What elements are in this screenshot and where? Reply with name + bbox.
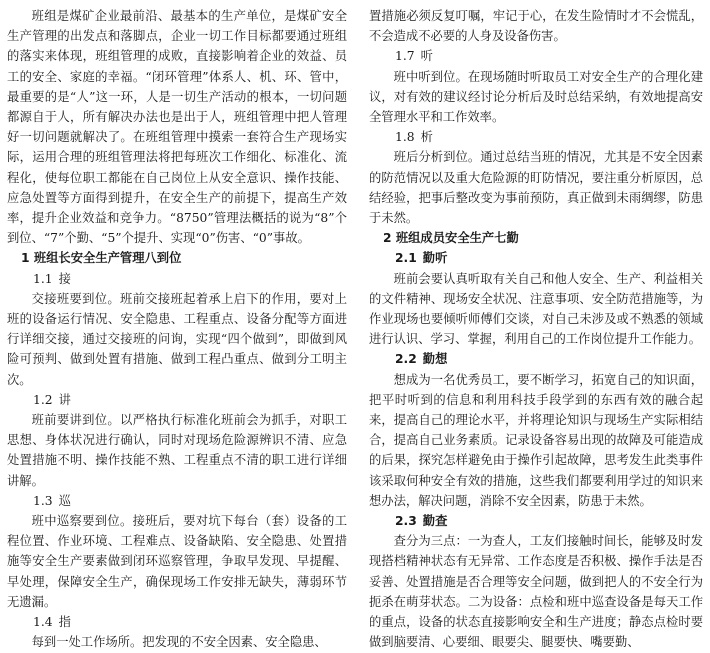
subsection-2-2-text: 想成为一名优秀员工，要不断学习，拓宽自己的知识面，把平时听到的信息和利用科技手段学到的东西有效的融合起来，提高自己的理论水平，并将理论知识与现场生产实际相结合，提高自己业务素质。记录设备容易出现的故障及可能造成的后果，探究怎样避免由于操作引起故障，思考发生此类事件该采取何种安全有效的措施，这些我们都要利用学过的知识来想办法，解决问题，消除不安全因素，防患于未然。 xyxy=(369,372,703,508)
subsection-number: 1.2 xyxy=(33,392,53,407)
subsection-1-4-text: 每到一处工作场所。把发现的不安全因素、安全隐患、 xyxy=(31,635,327,650)
subsection-1-8-heading xyxy=(369,127,703,147)
subsection-2-3-text: 查分为三点：一为查人，工友们接触时间长，能够及时发现搭档精神状态有无异常、工作态度是否积极、操作手法是否妥善、处置措施是否合理等安全问题，做到把人的不安全行为扼杀在萌芽状态。二为设备：点检和班中巡查设备是每天工作的重点，设备的状态直接影响安全和生产进度；静态点检时要做到脑要清、心要细、眼要尖、腿要快、嘴要勤、 xyxy=(369,534,703,650)
subsection-1-7-heading xyxy=(369,46,703,66)
subsection-1-8-text: 班后分析到位。通过总结当班的情况，尤其是不安全因素的防范情况以及重大危险源的盯防情况，要注重分析原因，总结经验，把事后整改变为事前预防，真正做到未雨绸缪，防患于未然。 xyxy=(369,150,703,226)
continued-paragraph: 置措施必须反复叮嘱，牢记于心，在发生险情时才不会慌乱，不会造成不必要的人身及设备伤害。 xyxy=(369,9,703,44)
subsection-1-7-text: 班中听到位。在现场随时听取员工对安全生产的合理化建议，对有效的建议经讨论分析后及时总结采纳，有效地提高安全管理水平和工作效率。 xyxy=(369,69,703,125)
subsection-number: 2.3 xyxy=(395,514,417,529)
subsection-number: 1.7 xyxy=(395,49,415,64)
subsection-number: 2.2 xyxy=(395,352,417,367)
subsection-number: 2.1 xyxy=(395,251,417,266)
subsection-number: 1.1 xyxy=(33,271,53,286)
subsection-title: 勤听 xyxy=(422,251,448,266)
subsection-number: 1.3 xyxy=(33,493,53,508)
subsection-title: 听 xyxy=(420,49,433,64)
intro-paragraph: 班组是煤矿企业最前沿、最基本的生产单位，是煤矿安全生产管理的出发点和落脚点，企业一切工作目标都要通过班组的落实来体现，班组管理的成败，直接影响着企业的效益、员工的安全、家庭的幸福。“闭环管理”体系人、机、环、管中，最重要的是“人”这一环，人是一切生产活动的根本，一切问题都源自于人，所有解决办法也是出于人，班组管理中把人管理好一切问题就解决了。在班组管理中摸索一套符合生产现场实际，运用合理的班组管理法将把每班次工作细化、标准化、流程化，使每位职工都能在自己岗位上从安全意识、操作技能、应急处置等方面得到提升，在安全生产的前提下，提高生产效率，提升企业效益和竞争力。“8750”管理法概括的说为“8”个到位、“7”个勤、“5”个提升、实现“0”伤害、“0”事故。 xyxy=(7,9,347,246)
subsection-1-3-text: 班中巡察要到位。接班后，要对坑下每台（套）设备的工程位置、作业环境、工程难点、设备缺陷、安全隐患、处置措施等安全生产要素做到闭环巡察管理，争取早发现、早提醒、早处理，保障安全生产，确保现场工作安排无缺失，薄弱环节无遗漏。 xyxy=(7,514,347,609)
subsection-title: 勤查 xyxy=(422,514,448,529)
subsection-title: 勤想 xyxy=(422,352,448,367)
subsection-title: 指 xyxy=(58,615,71,630)
subsection-2-3-heading xyxy=(369,511,703,531)
section-1-heading: 1 班组长安全生产管理八到位 xyxy=(21,251,182,266)
subsection-1-1-text: 交接班要到位。班前交接班起着承上启下的作用，要对上班的设备运行情况、安全隐患、工程重点、设备分配等方面进行详细交接，通过交接班的问询，实现“四个做到”，即做到风险可预判、做到处置有措施、做到工程凸重点、做到分工明主次。 xyxy=(7,291,347,387)
subsection-title: 讲 xyxy=(58,392,71,407)
subsection-number: 1.8 xyxy=(395,130,415,145)
subsection-1-2-text: 班前要讲到位。以严格执行标准化班前会为抓手，对职工思想、身体状况进行确认，同时对现场危险源辨识不清、应急处置措施不明、操作技能不熟、工程重点不清的职工进行详细讲解。 xyxy=(7,413,347,488)
subsection-title: 巡 xyxy=(58,493,71,508)
subsection-title: 析 xyxy=(420,130,433,145)
subsection-title: 接 xyxy=(58,271,71,286)
subsection-2-2-heading xyxy=(369,349,703,369)
subsection-2-1-text: 班前会要认真听取有关自己和他人安全、生产、利益相关的文件精神、现场安全状况、注意事项、安全防范措施等，为作业现场也要倾听师傅们交谈，对自己未涉及或不熟悉的领域进行认识、学习、掌握，利用自己的工作岗位提升工作能力。 xyxy=(369,271,703,347)
subsection-2-1-heading xyxy=(369,248,703,268)
section-2-heading: 2 班组成员安全生产七勤 xyxy=(383,231,519,246)
subsection-1-3-heading xyxy=(7,491,347,511)
subsection-1-4-heading xyxy=(7,612,347,632)
subsection-1-1-heading xyxy=(7,269,347,289)
subsection-number: 1.4 xyxy=(33,615,53,630)
subsection-1-2-heading xyxy=(7,390,347,410)
